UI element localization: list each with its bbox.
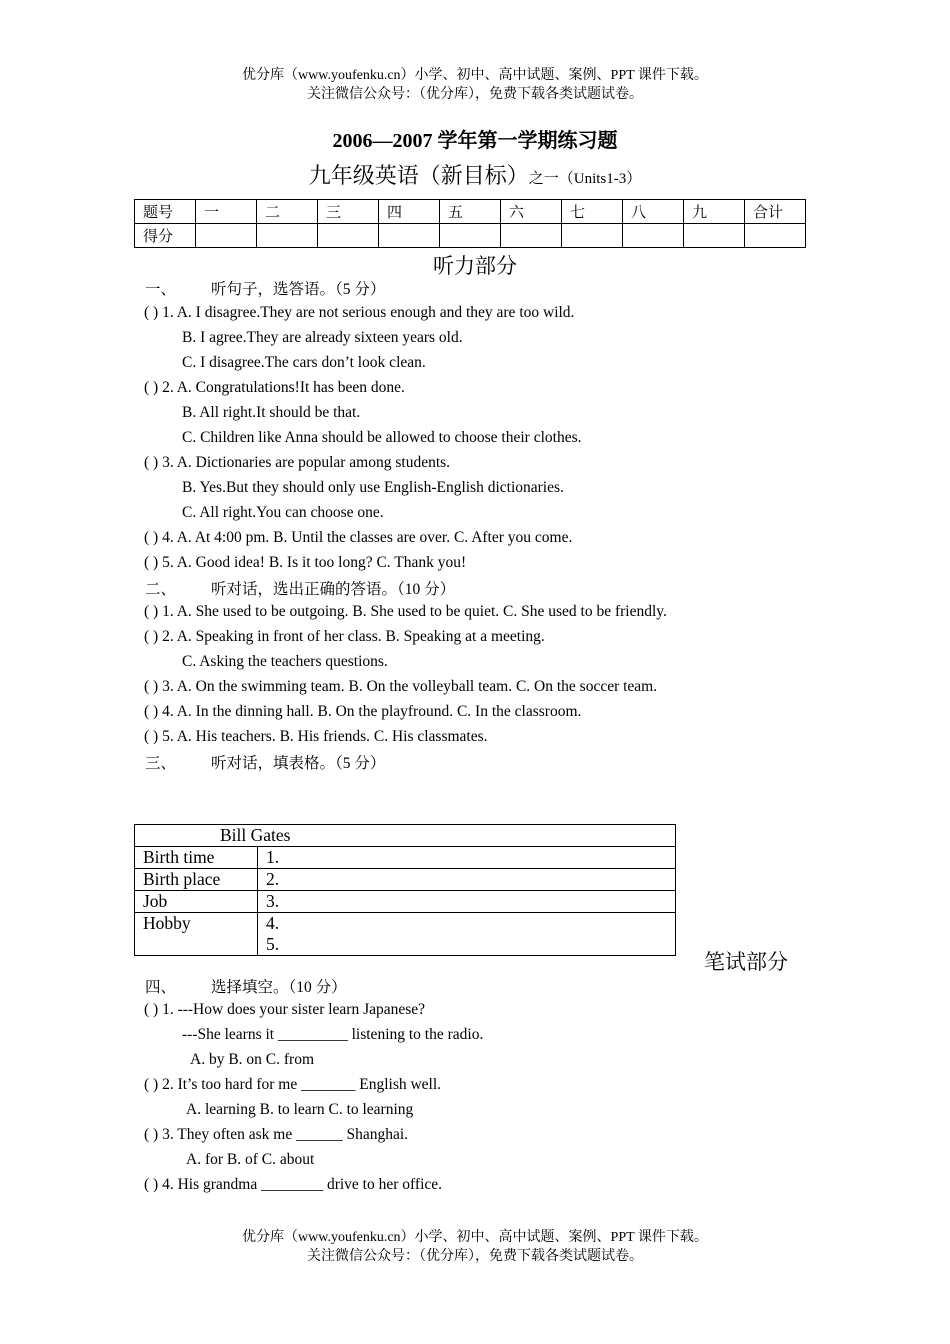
row-label: Hobby: [135, 913, 258, 956]
page-footer-line2: 关注微信公众号：（优分库），免费下载各类试题试卷。: [307, 1249, 643, 1264]
listening-part-title: 听力部分: [433, 254, 517, 278]
score-cell: 三: [318, 200, 379, 224]
score-cell: 四: [379, 200, 440, 224]
score-input-cell[interactable]: [562, 224, 623, 248]
score-cell: 七: [562, 200, 623, 224]
score-cell: 合计: [745, 200, 806, 224]
section-2-number: 二、: [145, 581, 177, 598]
row-answer[interactable]: 3.: [258, 891, 676, 913]
option-line: A. by B. on C. from: [190, 1051, 314, 1068]
score-table: [134, 199, 806, 248]
section-4-number: 四、: [145, 979, 177, 996]
score-value-row: [135, 224, 806, 248]
answer-5: 5.: [266, 934, 280, 954]
row-label: Birth time: [135, 847, 258, 869]
score-cell: 得分: [135, 224, 196, 248]
page-footer-line1: 优分库（www.youfenku.cn）小学、初中、高中试题、案例、PPT 课件下载。: [242, 1230, 708, 1245]
section-4-title: 选择填空。（10 分）: [211, 979, 347, 996]
option-line: A. learning B. to learn C. to learning: [186, 1101, 414, 1118]
table-row: [135, 913, 676, 956]
score-cell: 五: [440, 200, 501, 224]
row-answer[interactable]: 1.: [258, 847, 676, 869]
table-row: [135, 869, 676, 891]
section-3-title: 听对话，填表格。（5 分）: [211, 755, 386, 772]
score-cell: 九: [684, 200, 745, 224]
option-line: B. I agree.They are already sixteen years old.: [182, 329, 463, 346]
section-1-title: 听句子，选答语。（5 分）: [211, 281, 386, 298]
question-line: ( ) 4. A. At 4:00 pm. B. Until the classes are over. C. After you come.: [144, 529, 573, 546]
score-cell: 一: [196, 200, 257, 224]
section-2-title: 听对话，选出正确的答语。（10 分）: [211, 581, 456, 598]
bill-table-title: Bill Gates: [135, 825, 676, 847]
question-line: ( ) 3. They often ask me ______ Shanghai.: [144, 1126, 409, 1143]
question-line: ( ) 5. A. Good idea! B. Is it too long? C. Thank you!: [144, 554, 467, 571]
question-line: ( ) 3. A. On the swimming team. B. On the volleyball team. C. On the soccer team.: [144, 678, 658, 695]
bill-gates-table: [134, 824, 676, 956]
table-row: [135, 891, 676, 913]
score-input-cell[interactable]: [745, 224, 806, 248]
score-input-cell[interactable]: [379, 224, 440, 248]
table-row: [135, 847, 676, 869]
option-line: B. All right.It should be that.: [182, 404, 361, 421]
score-input-cell[interactable]: [501, 224, 562, 248]
score-cell: 题号: [135, 200, 196, 224]
row-label: Job: [135, 891, 258, 913]
option-line: C. Asking the teachers questions.: [182, 653, 388, 670]
score-input-cell[interactable]: [440, 224, 501, 248]
section-1-number: 一、: [145, 281, 177, 298]
question-line: ( ) 1. A. I disagree.They are not serious enough and they are too wild.: [144, 304, 575, 321]
score-input-cell[interactable]: [623, 224, 684, 248]
exam-subtitle: [0, 159, 950, 190]
score-cell: 八: [623, 200, 684, 224]
question-line: ( ) 2. A. Speaking in front of her class. B. Speaking at a meeting.: [144, 628, 545, 645]
score-cell: 六: [501, 200, 562, 224]
section-3-number: 三、: [145, 755, 177, 772]
row-label: Birth place: [135, 869, 258, 891]
score-input-cell[interactable]: [318, 224, 379, 248]
question-line: ( ) 2. It’s too hard for me _______ English well.: [144, 1076, 442, 1093]
bill-table-title-row: [135, 825, 676, 847]
exam-title: 2006—2007 学年第一学期练习题: [332, 130, 618, 152]
writing-part-title: 笔试部分: [704, 950, 788, 974]
page-header-line1: 优分库（www.youfenku.cn）小学、初中、高中试题、案例、PPT 课件下载。: [242, 68, 708, 83]
score-input-cell[interactable]: [257, 224, 318, 248]
row-answer[interactable]: [258, 913, 676, 956]
question-line: ---She learns it _________ listening to the radio.: [182, 1026, 484, 1043]
question-line: ( ) 3. A. Dictionaries are popular among students.: [144, 454, 451, 471]
option-line: C. Children like Anna should be allowed to choose their clothes.: [182, 429, 582, 446]
question-line: ( ) 4. A. In the dinning hall. B. On the playfround. C. In the classroom.: [144, 703, 582, 720]
question-line: ( ) 1. A. She used to be outgoing. B. She used to be quiet. C. She used to be friendly.: [144, 603, 667, 620]
question-line: ( ) 5. A. His teachers. B. His friends. C. His classmates.: [144, 728, 488, 745]
option-line: B. Yes.But they should only use English-English dictionaries.: [182, 479, 564, 496]
question-line: ( ) 2. A. Congratulations!It has been done.: [144, 379, 405, 396]
question-line: ( ) 4. His grandma ________ drive to her office.: [144, 1176, 443, 1193]
option-line: C. I disagree.The cars don’t look clean.: [182, 354, 426, 371]
page-header-line2: 关注微信公众号：（优分库），免费下载各类试题试卷。: [307, 87, 643, 102]
answer-4: 4.: [266, 913, 280, 933]
option-line: A. for B. of C. about: [186, 1151, 315, 1168]
score-input-cell[interactable]: [196, 224, 257, 248]
score-cell: 二: [257, 200, 318, 224]
subtitle-main: 九年级英语（新目标）: [308, 163, 529, 188]
option-line: C. All right.You can choose one.: [182, 504, 384, 521]
subtitle-units: 之一（Units1-3）: [528, 171, 642, 187]
score-input-cell[interactable]: [684, 224, 745, 248]
row-answer[interactable]: 2.: [258, 869, 676, 891]
score-header-row: [135, 200, 806, 224]
question-line: ( ) 1. ---How does your sister learn Japanese?: [144, 1001, 426, 1018]
